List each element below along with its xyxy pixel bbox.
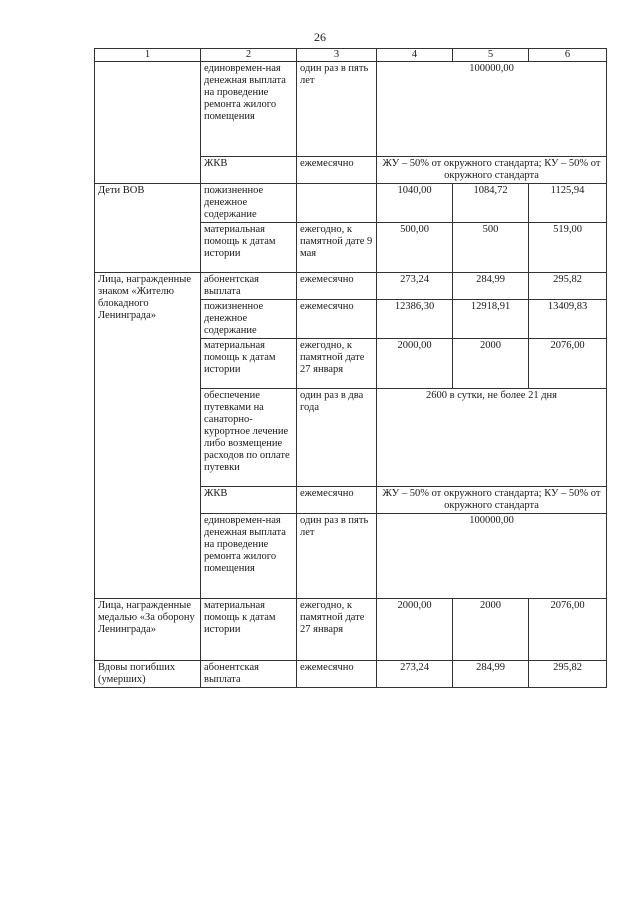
amount-col5: 1084,72 (453, 184, 529, 223)
benefit-type: ЖКВ (201, 487, 297, 514)
benefit-type: материальная помощь к датам истории (201, 223, 297, 273)
benefit-type: абонентская выплата (201, 661, 297, 688)
payment-amount: 2600 в сутки, не более 21 дня (377, 389, 607, 487)
payment-frequency: ежемесячно (297, 273, 377, 300)
column-number: 5 (453, 49, 529, 62)
page-number: 26 (314, 30, 326, 44)
amount-col4: 273,24 (377, 273, 453, 300)
payment-frequency: ежегодно, к памятной дате 27 января (297, 339, 377, 389)
amount-col4: 1040,00 (377, 184, 453, 223)
payment-amount: 100000,00 (377, 62, 607, 157)
amount-col6: 519,00 (529, 223, 607, 273)
category-cell (95, 62, 201, 184)
category-cell: Лица, награжденные знаком «Жителю блокадного Ленинграда» (95, 273, 201, 599)
amount-col4: 273,24 (377, 661, 453, 688)
benefit-type: абонентская выплата (201, 273, 297, 300)
benefits-table (94, 48, 607, 688)
payment-frequency: один раз в пять лет (297, 514, 377, 599)
column-number: 4 (377, 49, 453, 62)
amount-col4: 12386,30 (377, 300, 453, 339)
benefit-type: материальная помощь к датам истории (201, 599, 297, 661)
column-number: 6 (529, 49, 607, 62)
category-cell: Вдовы погибших (умерших) (95, 661, 201, 688)
category-cell: Лица, награжденные медалью «За оборону Ленинграда» (95, 599, 201, 661)
amount-col5: 284,99 (453, 661, 529, 688)
table-row (95, 62, 607, 157)
payment-frequency: один раз в пять лет (297, 62, 377, 157)
amount-col6: 295,82 (529, 661, 607, 688)
column-number: 2 (201, 49, 297, 62)
amount-col4: 2000,00 (377, 599, 453, 661)
category-cell: Дети ВОВ (95, 184, 201, 273)
payment-frequency: ежемесячно (297, 661, 377, 688)
benefit-type: материальная помощь к датам истории (201, 339, 297, 389)
amount-col6: 2076,00 (529, 599, 607, 661)
payment-amount: ЖУ – 50% от окружного стандарта; КУ – 50% от окружного стандарта (377, 487, 607, 514)
payment-frequency (297, 184, 377, 223)
benefit-type: ЖКВ (201, 157, 297, 184)
payment-amount: ЖУ – 50% от окружного стандарта; КУ – 50% от окружного стандарта (377, 157, 607, 184)
payment-frequency: ежемесячно (297, 300, 377, 339)
amount-col6: 2076,00 (529, 339, 607, 389)
table-row (95, 184, 607, 223)
payment-frequency: один раз в два года (297, 389, 377, 487)
payment-frequency: ежемесячно (297, 487, 377, 514)
payment-frequency: ежегодно, к памятной дате 9 мая (297, 223, 377, 273)
table-row (95, 273, 607, 300)
column-number-row (95, 49, 607, 62)
benefit-type: пожизненное денежное содержание (201, 300, 297, 339)
amount-col5: 2000 (453, 339, 529, 389)
amount-col6: 1125,94 (529, 184, 607, 223)
column-number: 1 (95, 49, 201, 62)
amount-col5: 284,99 (453, 273, 529, 300)
benefit-type: единовремен-ная денежная выплата на проведение ремонта жилого помещения (201, 514, 297, 599)
amount-col5: 12918,91 (453, 300, 529, 339)
benefit-type: пожизненное денежное содержание (201, 184, 297, 223)
amount-col5: 500 (453, 223, 529, 273)
column-number: 3 (297, 49, 377, 62)
amount-col4: 500,00 (377, 223, 453, 273)
amount-col4: 2000,00 (377, 339, 453, 389)
table-row (95, 661, 607, 688)
benefit-type: единовремен-ная денежная выплата на проведение ремонта жилого помещения (201, 62, 297, 157)
payment-frequency: ежегодно, к памятной дате 27 января (297, 599, 377, 661)
amount-col5: 2000 (453, 599, 529, 661)
payment-frequency: ежемесячно (297, 157, 377, 184)
benefit-type: обеспечение путевками на санаторно-курортное лечение либо возмещение расходов по оплате путевки (201, 389, 297, 487)
amount-col6: 13409,83 (529, 300, 607, 339)
amount-col6: 295,82 (529, 273, 607, 300)
payment-amount: 100000,00 (377, 514, 607, 599)
table-row (95, 599, 607, 661)
